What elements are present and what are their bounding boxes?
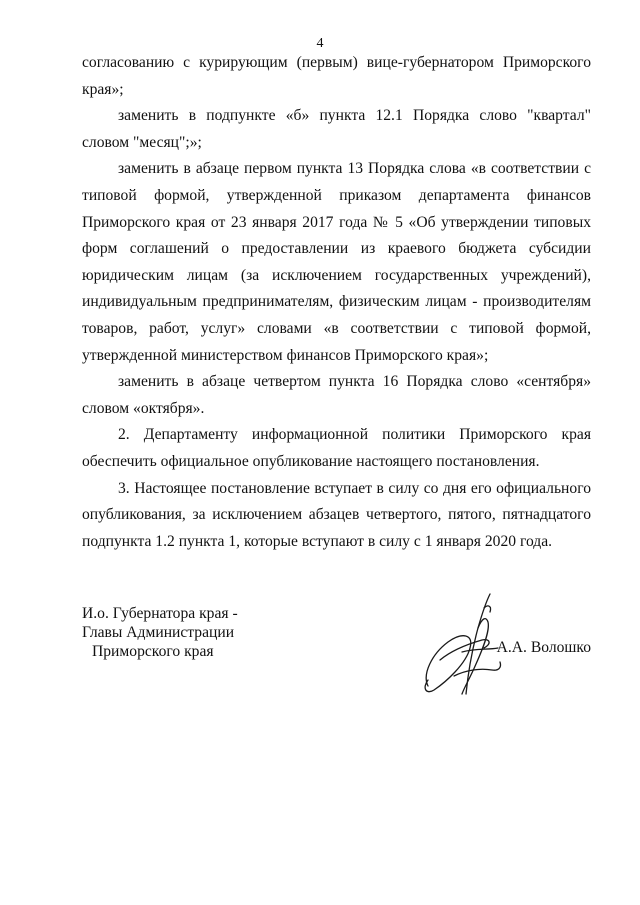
signer-title-line-2: Главы Администрации bbox=[82, 624, 235, 641]
paragraph-amendment-16: заменить в абзаце четвертом пункта 16 Порядка слово «сентября» словом «октября». bbox=[82, 373, 591, 417]
paragraph-amendment-12-1: заменить в подпункте «б» пункта 12.1 Порядка слово "квартал" словом "месяц";»; bbox=[82, 107, 591, 151]
page-number: 4 bbox=[316, 36, 324, 51]
paragraph-amendment-13: заменить в абзаце первом пункта 13 Порядка слова «в соответствии с типовой формой, утвержденной приказом департамента финансов Приморского края от 23 января 2017 года № 5 «Об утверждении типовых форм соглашений о предоставлении из краевого бюджета субсидии юридическим лицам (за исключением государственных учреждений), индивидуальным предпринимателям, физическим лицам - производителям товаров, работ, услуг» словами «в соответствии с типовой формой, утвержденной министерством финансов Приморского края»; bbox=[82, 160, 591, 364]
signer-title-line-1: И.о. Губернатора края - bbox=[82, 605, 238, 622]
paragraph-item-2: 2. Департаменту информационной политики Приморского края обеспечить официальное опубликование настоящего постановления. bbox=[82, 426, 591, 470]
signer-title bbox=[82, 604, 238, 661]
paragraph-continuation: согласованию с курирующим (первым) вице-губернатором Приморского края»; bbox=[82, 54, 591, 98]
signature-block bbox=[82, 604, 591, 714]
signer-title-line-3: Приморского края bbox=[92, 643, 214, 660]
signer-name: А.А. Волошко bbox=[496, 639, 591, 656]
document-body bbox=[82, 50, 591, 555]
handwritten-signature bbox=[418, 590, 506, 702]
paragraph-item-3: 3. Настоящее постановление вступает в силу со дня его официального опубликования, за исключением абзацев четвертого, пятого, пятнадцатого подпункта 1.2 пункта 1, которые вступают в силу с 1 января 2020 года. bbox=[82, 479, 591, 550]
